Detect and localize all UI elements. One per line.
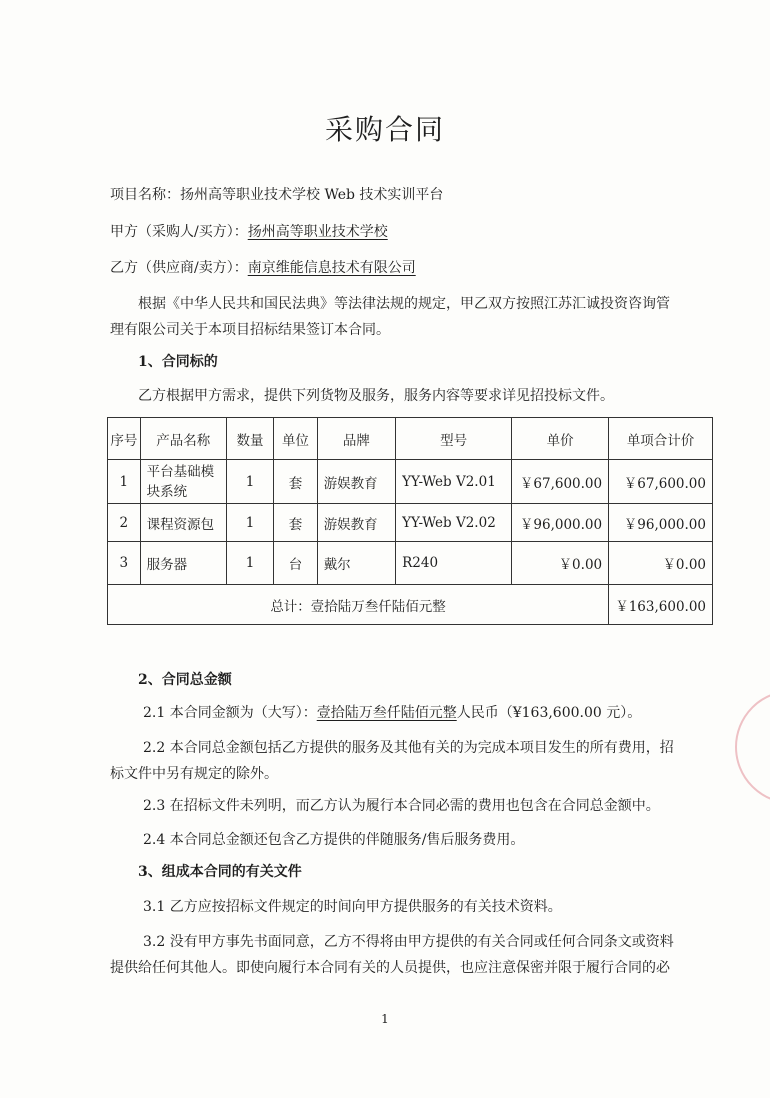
para-2-4: 2.4 本合同总金额还包含乙方提供的伴随服务/售后服务费用。 [143, 832, 525, 848]
header-name: 产品名称 [140, 418, 226, 460]
para-3-2-line-1: 3.2 没有甲方事先书面同意，乙方不得将由甲方提供的有关合同或任何合同条文或资料 [143, 934, 674, 950]
row-brand: 游娱教育 [317, 504, 395, 542]
row-brand: 戴尔 [317, 542, 395, 585]
table-header-row [108, 418, 713, 460]
para-2-1-prefix: 2.1 本合同金额为（大写）： [143, 705, 317, 721]
row-qty: 1 [226, 504, 273, 542]
row-no: 1 [108, 460, 141, 504]
para-3-1: 3.1 乙方应按招标文件规定的时间向甲方提供服务的有关技术资料。 [143, 899, 562, 915]
header-qty: 数量 [226, 418, 273, 460]
header-brand: 品牌 [317, 418, 395, 460]
row-name: 服务器 [140, 542, 226, 585]
party-b-line [110, 258, 416, 278]
project-name-label: 项目名称： [110, 187, 180, 203]
table-row [108, 504, 713, 542]
para-2-2-line-2: 标文件中另有规定的除外。 [110, 766, 278, 782]
project-name-value: 扬州高等职业技术学校 Web 技术实训平台 [180, 187, 444, 203]
seal-stamp-icon [735, 690, 770, 804]
intro-line-1: 根据《中华人民共和国民法典》等法律法规的规定，甲乙双方按照江苏汇诚投资咨询管 [138, 296, 670, 312]
table-sum-row [108, 585, 713, 625]
row-total: ￥67,600.00 [609, 460, 713, 504]
items-table [107, 417, 713, 625]
section-1-heading: 1、合同标的 [138, 354, 218, 370]
section-2-heading: 2、合同总金额 [138, 672, 232, 688]
header-price: 单价 [512, 418, 609, 460]
project-name-line [110, 185, 443, 205]
row-price: ￥96,000.00 [512, 504, 609, 542]
header-no: 序号 [108, 418, 141, 460]
para-2-2-line-1: 2.2 本合同总金额包括乙方提供的服务及其他有关的为完成本项目发生的所有费用，招 [143, 740, 674, 756]
page-title: 采购合同 [324, 113, 445, 146]
party-a-value: 扬州高等职业技术学校 [247, 224, 388, 240]
row-unit: 套 [274, 460, 317, 504]
header-unit: 单位 [274, 418, 317, 460]
section-1-text: 乙方根据甲方需求，提供下列货物及服务，服务内容等要求详见招投标文件。 [138, 388, 614, 404]
party-b-value: 南京维能信息技术有限公司 [247, 260, 416, 276]
para-2-1-amount: 壹拾陆万叁仟陆佰元整 [316, 705, 457, 721]
para-2-1-suffix: 人民币（¥163,600.00 元）。 [456, 705, 642, 721]
section-3-heading: 3、组成本合同的有关文件 [138, 864, 302, 880]
sum-label: 总计：壹拾陆万叁仟陆佰元整 [108, 585, 609, 625]
row-model: YY-Web V2.02 [396, 504, 512, 542]
row-no: 3 [108, 542, 141, 585]
row-brand: 游娱教育 [317, 460, 395, 504]
row-qty: 1 [226, 460, 273, 504]
row-unit: 套 [274, 504, 317, 542]
party-a-label: 甲方（采购人/买方）： [110, 224, 248, 240]
table-row [108, 460, 713, 504]
page-number: 1 [381, 1012, 389, 1026]
party-b-label: 乙方（供应商/卖方）： [110, 260, 248, 276]
para-2-1 [143, 703, 641, 723]
row-name: 课程资源包 [140, 504, 226, 542]
row-name: 平台基础模块系统 [140, 460, 226, 504]
row-model: YY-Web V2.01 [396, 460, 512, 504]
row-unit: 台 [274, 542, 317, 585]
row-model: R240 [396, 542, 512, 585]
row-price: ￥67,600.00 [512, 460, 609, 504]
sum-value: ￥163,600.00 [609, 585, 713, 625]
row-qty: 1 [226, 542, 273, 585]
party-a-line [110, 222, 388, 242]
header-total: 单项合计价 [609, 418, 713, 460]
intro-line-2: 理有限公司关于本项目招标结果签订本合同。 [110, 322, 390, 338]
para-2-3: 2.3 在招标文件未列明，而乙方认为履行本合同必需的费用也包含在合同总金额中。 [143, 798, 660, 814]
row-total: ￥0.00 [609, 542, 713, 585]
para-3-2-line-2: 提供给任何其他人。即使向履行本合同有关的人员提供，也应注意保密并限于履行合同的必 [110, 960, 670, 976]
row-no: 2 [108, 504, 141, 542]
row-price: ￥0.00 [512, 542, 609, 585]
header-model: 型号 [396, 418, 512, 460]
table-row [108, 542, 713, 585]
row-total: ￥96,000.00 [609, 504, 713, 542]
